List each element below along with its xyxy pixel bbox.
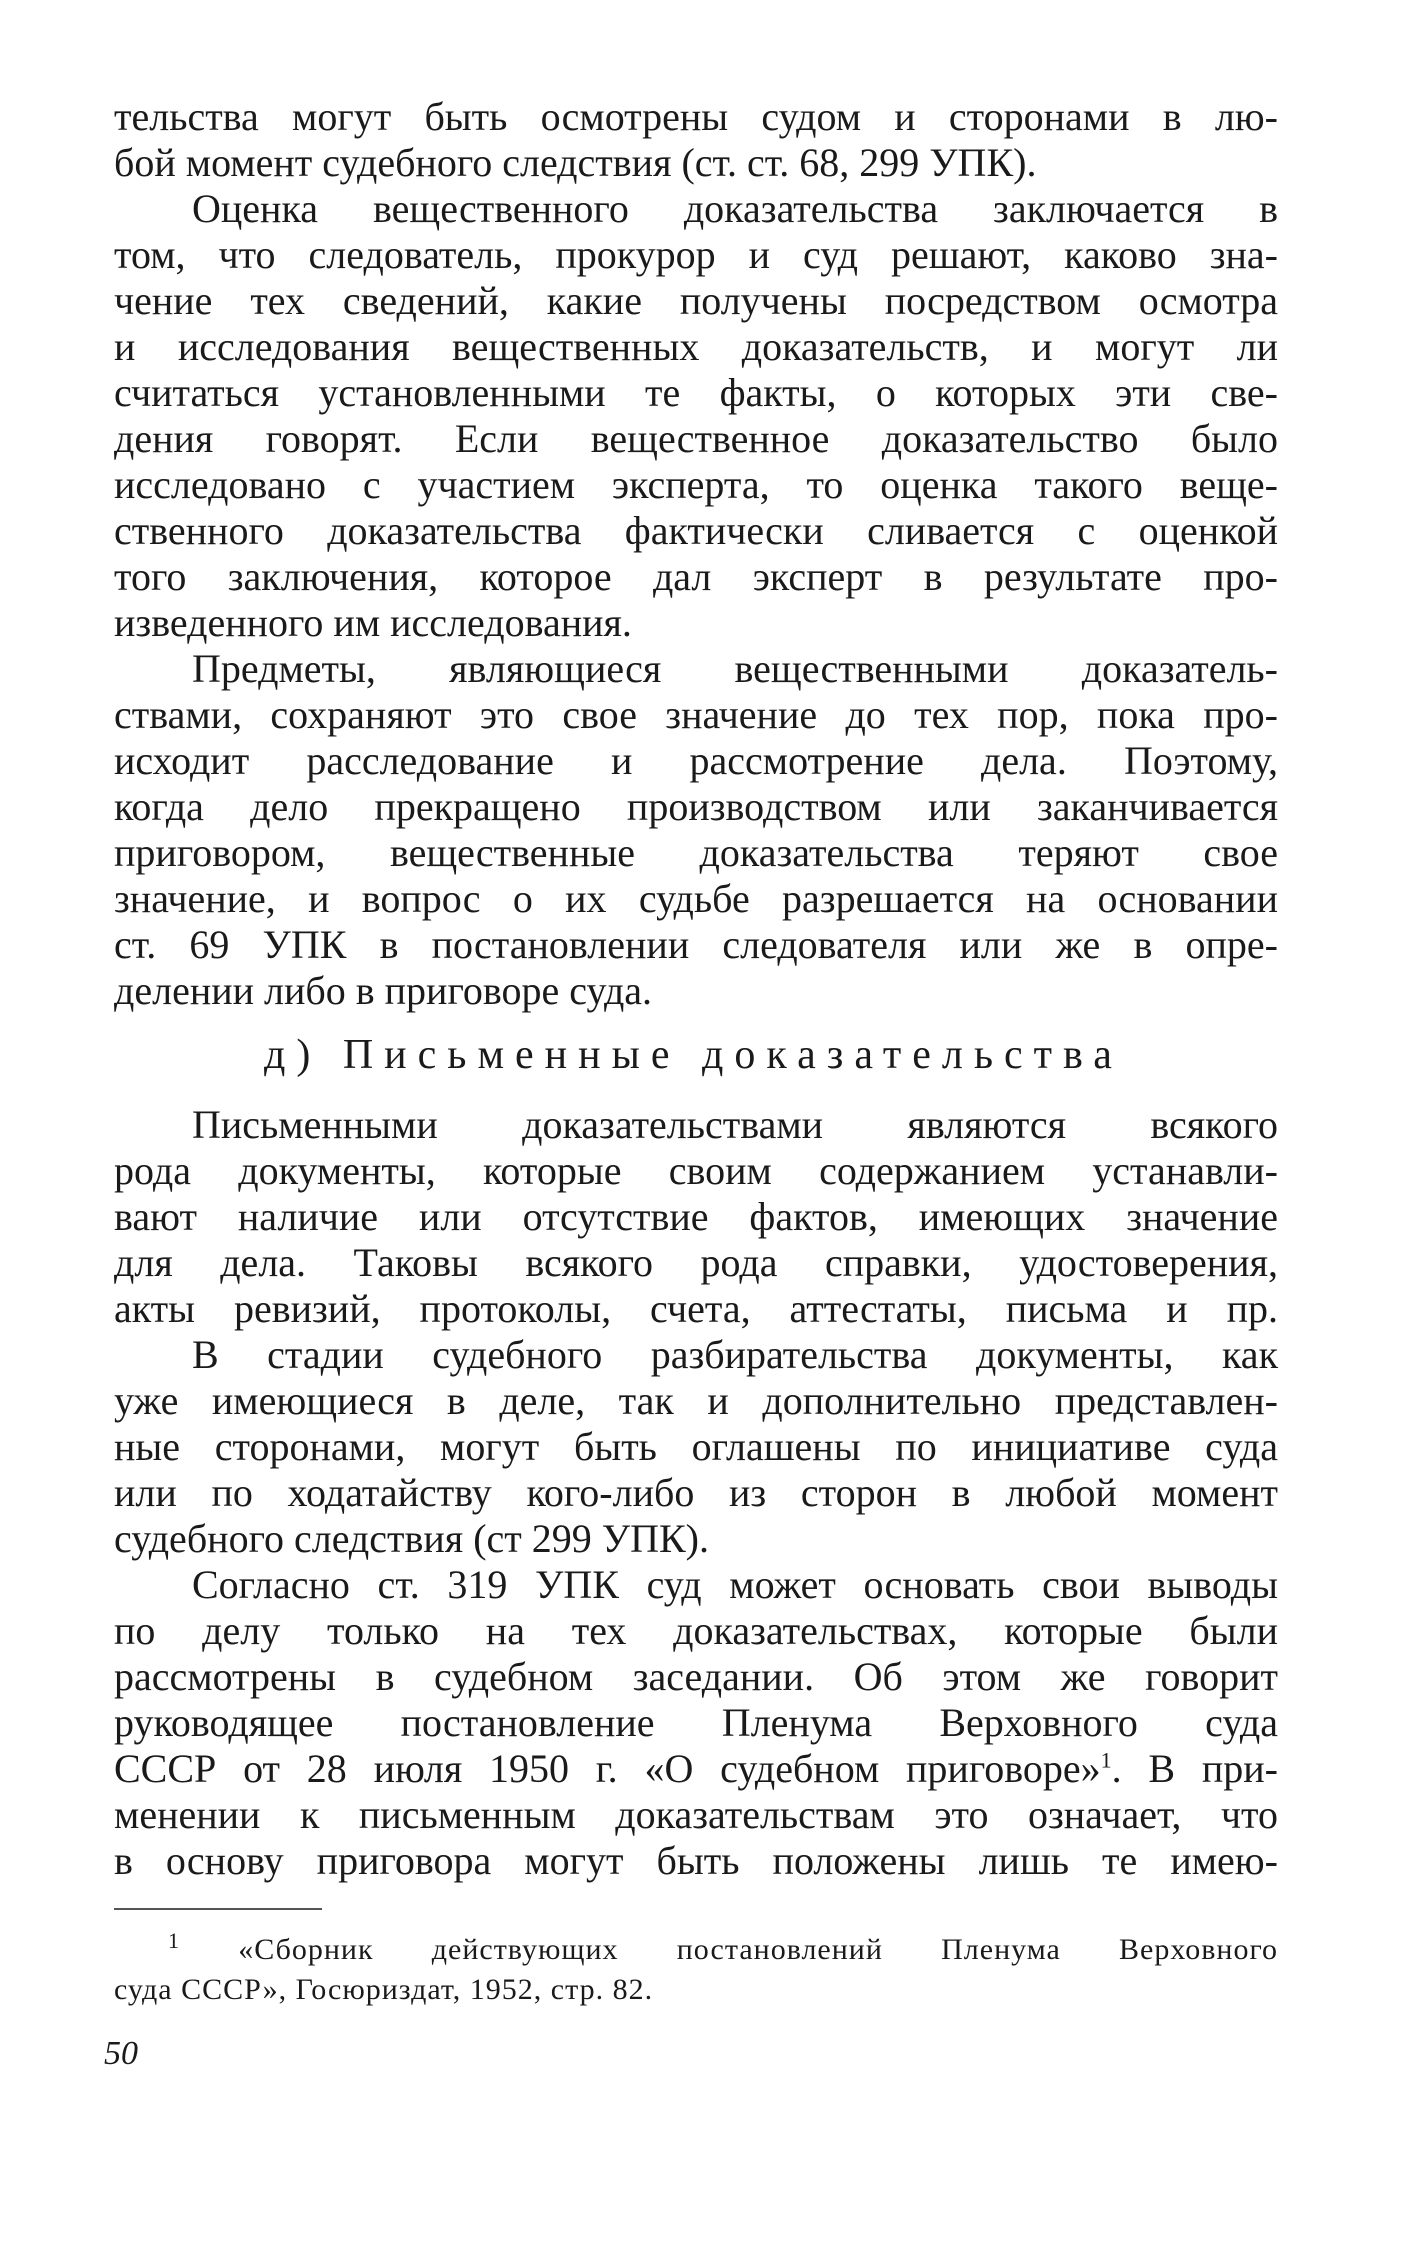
footnote-reference: 1	[1100, 1747, 1112, 1773]
text-line: Согласно ст. 319 УПК суд может основать свои выводы	[192, 1562, 1278, 1607]
text-line: дения говорят. Если вещественное доказательство было	[114, 416, 1278, 461]
text-line: ст. 69 УПК в постановлении следователя или же в опре-	[114, 922, 1278, 967]
text-line: и исследования вещественных доказательств, и могут ли	[114, 324, 1278, 369]
footnote-separator	[114, 1908, 322, 1910]
text-line: том, что следователь, прокурор и суд решают, каково зна-	[114, 232, 1278, 277]
text-line: по делу только на тех доказательствах, которые были	[114, 1608, 1278, 1653]
text-line: делении либо в приговоре суда.	[114, 968, 653, 1013]
text-line: тельства могут быть осмотрены судом и сторонами в лю-	[114, 94, 1278, 139]
footnote	[114, 1930, 1278, 2010]
text-line: в основу приговора могут быть положены лишь те имею-	[114, 1838, 1278, 1883]
footnote-line: суда СССР», Госюриздат, 1952, стр. 82.	[114, 1973, 654, 2006]
text-line: того заключения, которое дал эксперт в результате про-	[114, 554, 1278, 599]
text-line: для дела. Таковы всякого рода справки, удостоверения,	[114, 1240, 1278, 1285]
text-line: когда дело прекращено производством или заканчивается	[114, 784, 1278, 829]
text-line: изведенного им исследования.	[114, 600, 632, 645]
top-text-block	[114, 94, 1278, 1014]
text-line: считаться установленными те факты, о которых эти све-	[114, 370, 1278, 415]
text-line: акты ревизий, протоколы, счета, аттестаты, письма и пр.	[114, 1286, 1278, 1331]
text-line: менении к письменным доказательствам это означает, что	[114, 1792, 1278, 1837]
text-line: рассмотрены в судебном заседании. Об этом же говорит	[114, 1654, 1278, 1699]
text-fragment: . В при-	[1111, 1746, 1278, 1791]
text-fragment: СССР от 28 июля 1950 г. «О судебном приговоре»	[114, 1746, 1101, 1791]
text-line: рода документы, которые своим содержанием устанавли-	[114, 1148, 1278, 1193]
text-line	[114, 1746, 1278, 1792]
text-line: Предметы, являющиеся вещественными доказатель-	[192, 646, 1278, 691]
text-line: судебного следствия (ст 299 УПК).	[114, 1516, 709, 1561]
text-line: ные сторонами, могут быть оглашены по инициативе суда	[114, 1424, 1278, 1469]
text-line: ствами, сохраняют это свое значение до тех пор, пока про-	[114, 692, 1278, 737]
body-text-block	[114, 1102, 1278, 1884]
footnote-line	[114, 1930, 1278, 1970]
text-line: исходит расследование и рассмотрение дела. Поэтому,	[114, 738, 1278, 783]
footnote-marker: 1	[168, 1928, 180, 1953]
text-line: В стадии судебного разбирательства документы, как	[192, 1332, 1278, 1377]
text-line: Письменными доказательствами являются всякого	[192, 1102, 1278, 1147]
section-heading: д) Письменные доказательства	[264, 1032, 1123, 1078]
text-line: исследовано с участием эксперта, то оценка такого веще-	[114, 462, 1278, 507]
text-line: чение тех сведений, какие получены посредством осмотра	[114, 278, 1278, 323]
text-line: бой момент судебного следствия (ст. ст. 68, 299 УПК).	[114, 140, 1037, 185]
text-line: или по ходатайству кого-либо из сторон в любой момент	[114, 1470, 1278, 1515]
text-line: приговором, вещественные доказательства теряют свое	[114, 830, 1278, 875]
footnote-text: «Сборник действующих постановлений Пленума Верховного	[238, 1933, 1278, 1966]
text-line: вают наличие или отсутствие фактов, имеющих значение	[114, 1194, 1278, 1239]
text-line: уже имеющиеся в деле, так и дополнительно представлен-	[114, 1378, 1278, 1423]
text-line: ственного доказательства фактически сливается с оценкой	[114, 508, 1278, 553]
text-line: значение, и вопрос о их судьбе разрешается на основании	[114, 876, 1278, 921]
text-line: Оценка вещественного доказательства заключается в	[192, 186, 1278, 231]
page-number: 50	[104, 2035, 138, 2072]
text-line: руководящее постановление Пленума Верховного суда	[114, 1700, 1278, 1745]
